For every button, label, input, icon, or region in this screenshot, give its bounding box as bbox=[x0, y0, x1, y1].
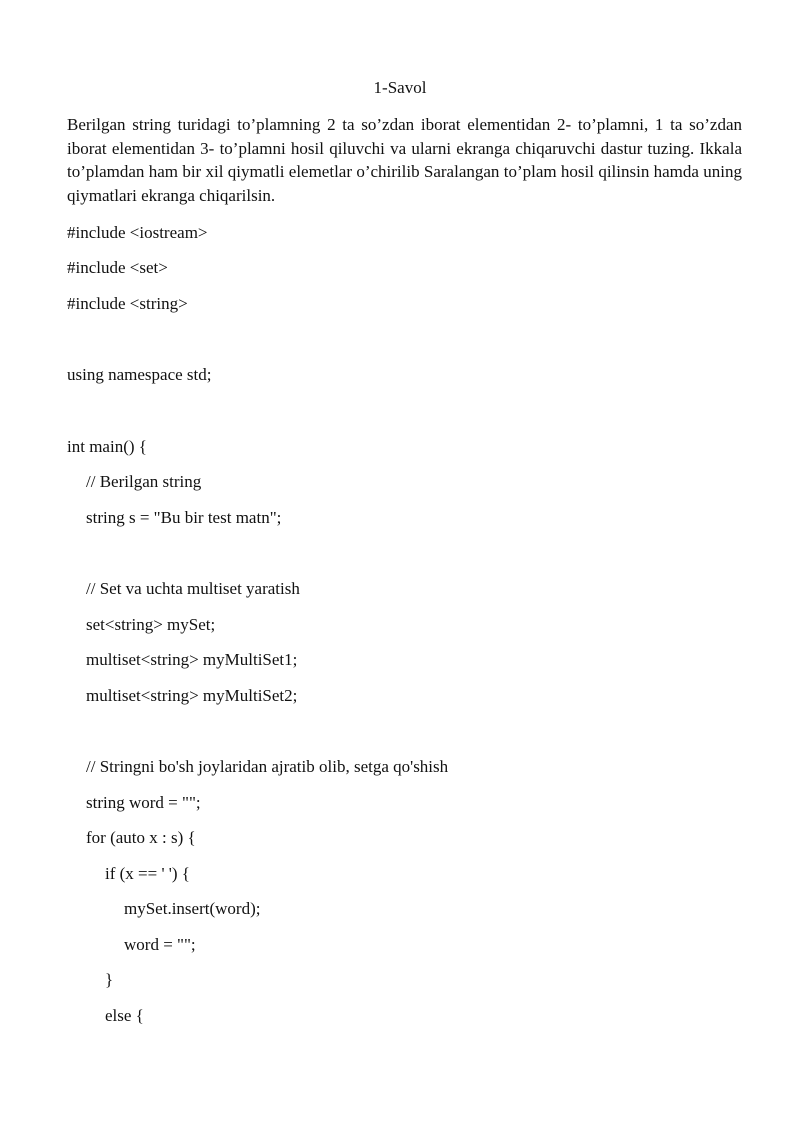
task-paragraph: Berilgan string turidagi to’plamning 2 ta so’zdan iborat elementidan 2- to’plamni, 1 ta so’zdan iborat elementidan 3- to’plamni hosil qiluvchi va ularni ekranga chiqaruvchi dastur tuzing. Ikkala to’plamdan ham bir xil qiymatli elemetlar o’chirilib Saralangan to’plam hosil qilinsin hamda uning qiymatlari ekranga chiqarilsin. bbox=[67, 115, 742, 205]
code-line: } bbox=[105, 970, 114, 989]
code-comment: // Berilgan string bbox=[86, 472, 202, 491]
code-line: multiset<string> myMultiSet1; bbox=[86, 650, 298, 669]
code-line: using namespace std; bbox=[67, 365, 212, 384]
code-line: multiset<string> myMultiSet2; bbox=[86, 686, 298, 705]
code-line: string s = "Bu bir test matn"; bbox=[86, 508, 282, 527]
code-line: if (x == ' ') { bbox=[105, 864, 190, 883]
code-line: int main() { bbox=[67, 437, 147, 456]
code-line: set<string> mySet; bbox=[86, 615, 216, 634]
code-line: word = ""; bbox=[124, 935, 196, 954]
code-comment: // Stringni bo'sh joylaridan ajratib olib, setga qo'shish bbox=[86, 757, 449, 776]
code-line: #include <iostream> bbox=[67, 223, 208, 242]
code-line: mySet.insert(word); bbox=[124, 899, 261, 918]
document-title: 1-Savol bbox=[373, 78, 427, 97]
code-line: string word = ""; bbox=[86, 793, 201, 812]
code-line: #include <string> bbox=[67, 294, 188, 313]
code-line: for (auto x : s) { bbox=[86, 828, 196, 847]
code-line: else { bbox=[105, 1006, 144, 1025]
code-comment: // Set va uchta multiset yaratish bbox=[86, 579, 300, 598]
code-line: #include <set> bbox=[67, 258, 168, 277]
